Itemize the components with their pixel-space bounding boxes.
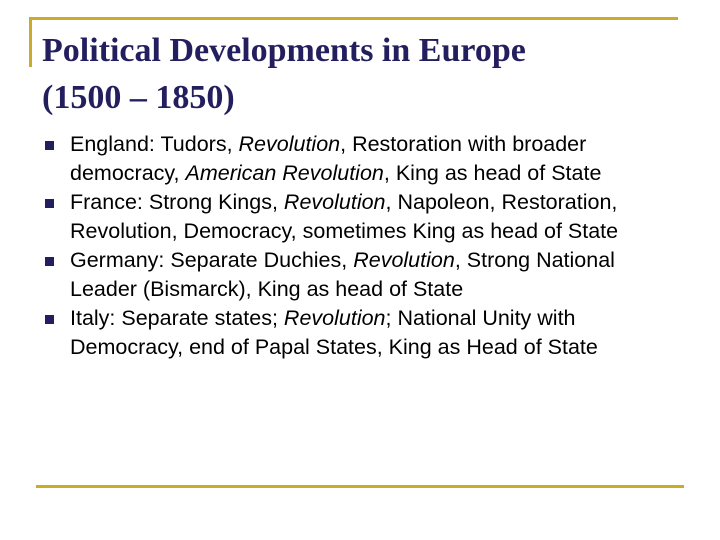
bullet-text: , Strong National Leader (Bismarck), King as head of State [70,248,615,301]
bottom-border-line [36,485,684,488]
bullet-text: France: Strong Kings, [70,190,284,214]
square-bullet-icon [45,141,54,150]
bullet-text: England: Tudors, [70,132,239,156]
top-border-line [29,17,678,20]
square-bullet-icon [45,199,54,208]
bullet-item [44,304,684,362]
bullet-text: Germany: Separate Duchies, [70,248,354,272]
bullet-text-italic: Revolution [283,306,386,330]
square-bullet-icon [45,257,54,266]
bullet-text-italic: Revolution [353,248,455,272]
bullet-text: , Napoleon, Restoration, Revolution, Democracy, sometimes King as head of State [70,190,619,243]
bullet-text: , Restoration with broader democracy, [70,132,587,185]
bullet-text-italic: Revolution [238,132,341,156]
bullet-item [44,188,684,246]
slide-title [42,27,682,121]
square-bullet-icon [45,315,54,324]
bullet-item [44,130,684,188]
title-line-1: Political Developments in Europe [42,32,526,69]
bullet-text: , King as head of State [383,161,602,185]
bullet-text-italic: American Revolution [185,161,384,185]
left-border-line [29,17,32,67]
bullet-item [44,246,684,304]
title-line-2: (1500 – 1850) [42,79,235,116]
bullet-text-italic: Revolution [283,190,386,214]
bullet-text: Italy: Separate states; [70,306,284,330]
bullet-list [44,130,684,362]
bullet-text: ; National Unity with Democracy, end of Papal States, King as Head of State [70,306,598,359]
